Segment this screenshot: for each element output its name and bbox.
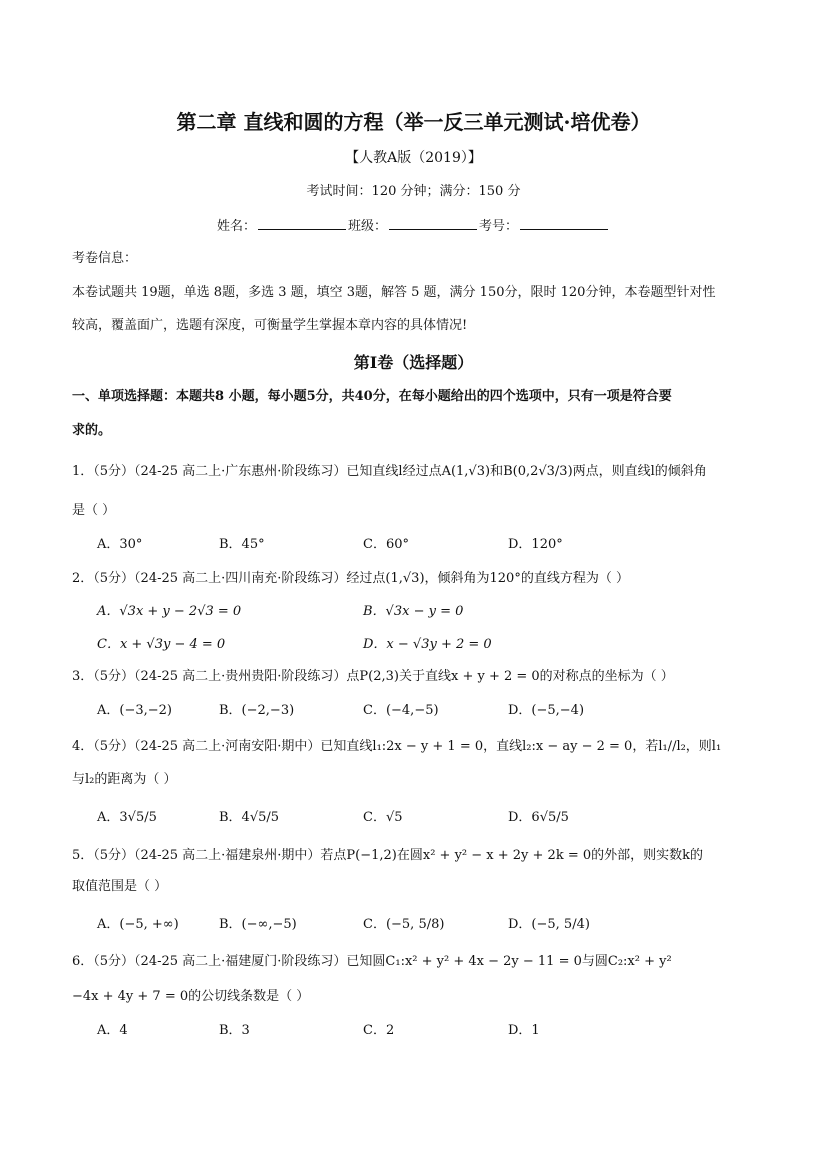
option-b[interactable]: B．√3x − y = 0	[363, 604, 464, 619]
option-c[interactable]: C．(−5, 5/8)	[363, 917, 445, 932]
question-2-text: 2．（5分）（24-25 高二上·四川南充·阶段练习）经过点(1,√3)，倾斜角为120°的直线方程为（ ）	[72, 571, 629, 586]
id-field[interactable]	[520, 217, 608, 230]
id-label: 考号：	[479, 219, 519, 234]
option-b[interactable]: B．4√5/5	[219, 810, 280, 825]
option-a[interactable]: A．(−5, +∞)	[97, 917, 179, 932]
name-field[interactable]	[258, 217, 346, 230]
option-d[interactable]: D．1	[508, 1023, 540, 1038]
question-4-text: 4．（5分）（24-25 高二上·河南安阳·期中）已知直线l₁:2x − y + 1 = 0，直线l₂:x − ay − 2 = 0，若l₁//l₂，则l₁	[72, 739, 722, 754]
section-title: 第Ⅰ卷（选择题）	[353, 353, 474, 372]
option-d[interactable]: D．x − √3y + 2 = 0	[363, 637, 492, 652]
option-c[interactable]: C．2	[363, 1023, 395, 1038]
option-b[interactable]: B．(−∞,−5)	[219, 917, 297, 932]
option-d[interactable]: D．(−5,−4)	[508, 703, 585, 718]
info-label: 考卷信息：	[72, 251, 138, 266]
student-info-row	[0, 217, 827, 236]
question-6-text: −4x + 4y + 7 = 0的公切线条数是（ ）	[72, 989, 310, 1004]
option-c[interactable]: C．60°	[363, 537, 409, 552]
option-b[interactable]: B．45°	[219, 537, 265, 552]
exam-info: 考试时间：120 分钟；满分：150 分	[306, 184, 521, 199]
option-d[interactable]: D．120°	[508, 537, 563, 552]
question-1-text: 1．（5分）（24-25 高二上·广东惠州·阶段练习）已知直线l经过点A(1,√3)和B(0,2√3/3)两点，则直线l的倾斜角	[72, 464, 707, 479]
option-a[interactable]: A．(−3,−2)	[97, 703, 172, 718]
option-a[interactable]: A．3√5/5	[97, 810, 157, 825]
edition: 【人教A版（2019）】	[345, 150, 482, 166]
question-4-text: 与l₂的距离为（ ）	[72, 772, 177, 787]
class-field[interactable]	[389, 217, 477, 230]
question-6-text: 6．（5分）（24-25 高二上·福建厦门·阶段练习）已知圆C₁:x² + y² + 4x − 2y − 11 = 0与圆C₂:x² + y²	[72, 954, 672, 969]
option-b[interactable]: B．(−2,−3)	[219, 703, 295, 718]
name-label: 姓名：	[216, 219, 256, 234]
class-label: 班级：	[347, 219, 387, 234]
option-c[interactable]: C．(−4,−5)	[363, 703, 439, 718]
question-1-text: 是（ ）	[72, 503, 116, 518]
option-a[interactable]: A．30°	[97, 537, 143, 552]
option-d[interactable]: D．(−5, 5/4)	[508, 917, 590, 932]
section-heading: 一、单项选择题：本题共8 小题，每小题5分，共40分，在每小题给出的四个选项中，只有一项是符合要	[72, 389, 672, 404]
question-5-text: 5．（5分）（24-25 高二上·福建泉州·期中）若点P(−1,2)在圆x² + y² − x + 2y + 2k = 0的外部，则实数k的	[72, 848, 704, 863]
info-line: 较高，覆盖面广，选题有深度，可衡量学生掌握本章内容的具体情况!	[72, 318, 468, 333]
option-c[interactable]: C．x + √3y − 4 = 0	[97, 637, 226, 652]
page-title: 第二章 直线和圆的方程（举一反三单元测试·培优卷）	[176, 110, 651, 134]
option-d[interactable]: D．6√5/5	[508, 810, 569, 825]
question-3-text: 3．（5分）（24-25 高二上·贵州贵阳·阶段练习）点P(2,3)关于直线x + y + 2 = 0的对称点的坐标为（ ）	[72, 669, 674, 684]
option-a[interactable]: A．4	[97, 1023, 128, 1038]
option-c[interactable]: C．√5	[363, 810, 403, 825]
section-heading: 求的。	[72, 423, 112, 438]
info-line: 本卷试题共 19题，单选 8题，多选 3 题，填空 3题，解答 5 题，满分 150分，限时 120分钟，本卷题型针对性	[72, 285, 716, 300]
option-b[interactable]: B．3	[219, 1023, 250, 1038]
question-5-text: 取值范围是（ ）	[72, 879, 168, 894]
option-a[interactable]: A．√3x + y − 2√3 = 0	[97, 604, 242, 619]
